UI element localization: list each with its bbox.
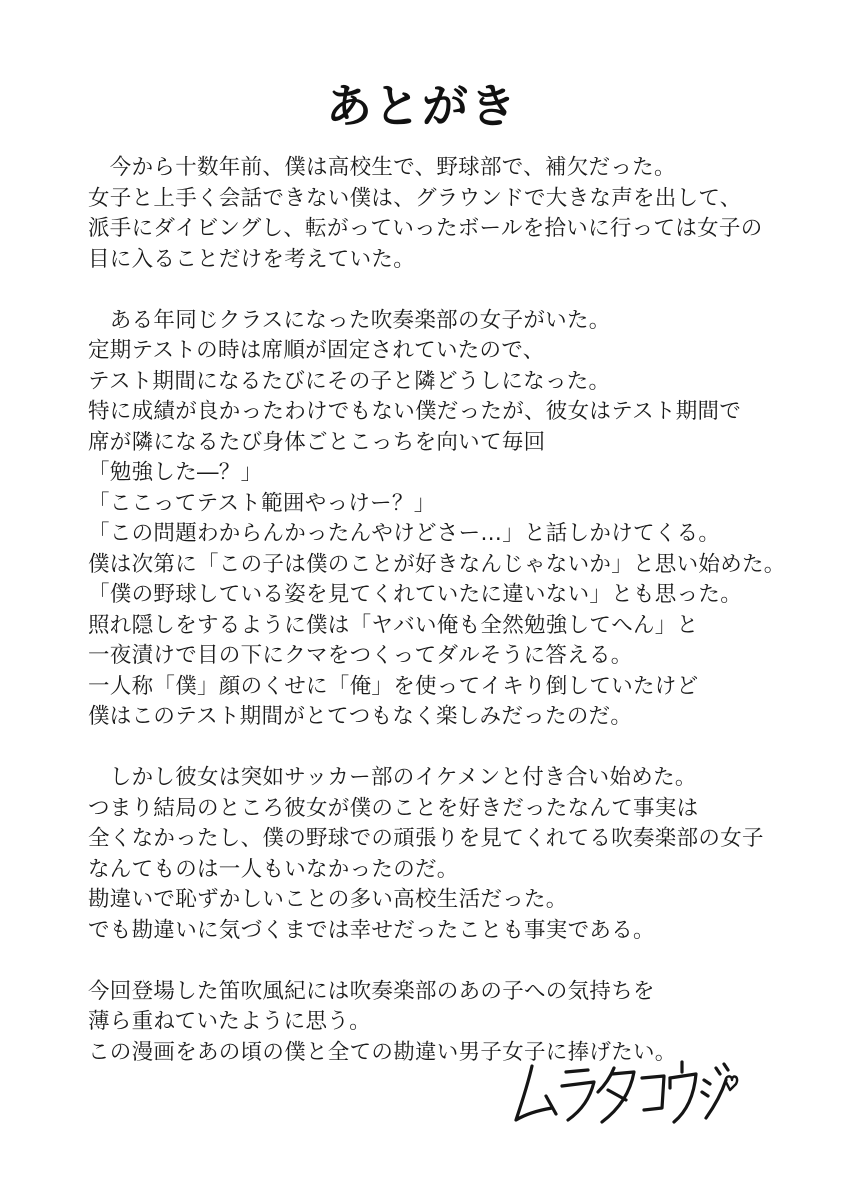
paragraph [88, 763, 788, 946]
text-line: 「ここってテスト範囲やっけー？」 [88, 490, 436, 516]
paragraph [88, 306, 788, 733]
paragraph-gap [88, 946, 788, 977]
text-line: 特に成績が良かったわけでもない僕だったが、彼女はテスト期間で [88, 399, 742, 424]
text-line: つまり結局のところ彼女が僕のことを好きだったなんて事実は [88, 795, 699, 821]
text-line: 「勉強した―？」 [88, 460, 263, 485]
text-line: しかし彼女は突如サッカー部のイケメンと付き合い始めた。 [88, 765, 697, 790]
text-line: 定期テストの時は席順が固定されていたので、 [88, 338, 545, 363]
page-title: あとがき [326, 79, 518, 133]
text-line: 僕は次第に「この子は僕のことが好きなんじゃないか」と思い始めた。 [88, 551, 786, 577]
author-signature [510, 1052, 740, 1132]
paragraph-gap [88, 733, 788, 764]
text-line: なんてものは一人もいなかったのだ。 [88, 856, 459, 882]
text-line: 「この問題わからんかったんやけどさー…」と話しかけてくる。 [88, 521, 721, 546]
text-line: 席が隣になるたび身体ごとこっちを向いて毎回 [88, 429, 546, 455]
text-line: この漫画をあの頃の僕と全ての勘違い男子女子に捧げたい。 [88, 1039, 677, 1065]
afterword-body [88, 153, 788, 1068]
text-line: 女子と上手く会話できない僕は、グラウンドで大きな声を出して、 [88, 185, 742, 211]
text-line: ある年同じクラスになった吹奏楽部の女子がいた。 [88, 307, 611, 333]
text-line: 一夜漬けで目の下にクマをつくってダルそうに答える。 [88, 643, 633, 668]
text-line: 目に入ることだけを考えていた。 [88, 246, 416, 272]
text-line: 今回登場した笛吹風紀には吹奏楽部のあの子への気持ちを [88, 978, 655, 1004]
text-line: 派手にダイビングし、転がっていったボールを拾いに行っては女子の [88, 216, 763, 241]
text-line: 全くなかったし、僕の野球での頑張りを見てくれてる吹奏楽部の女子 [88, 826, 764, 851]
paragraph [88, 153, 788, 275]
paragraph-gap [88, 275, 788, 306]
text-line: 今から十数年前、僕は高校生で、野球部で、補欠だった。 [88, 155, 676, 180]
text-line: 「僕の野球している姿を見てくれていたに違いない」とも思った。 [88, 582, 743, 607]
text-line: テスト期間になるたびにその子と隣どうしになった。 [88, 368, 611, 394]
text-line: 勘違いで恥ずかしいことの多い高校生活だった。 [88, 887, 568, 912]
text-line: 照れ隠しをするように僕は「ヤバい俺も全然勉強してへん」と [88, 612, 699, 638]
text-line: 薄ら重ねていたように思う。 [88, 1009, 371, 1034]
text-line: でも勘違いに気づくまでは幸せだったことも事実である。 [88, 917, 655, 943]
text-line: 僕はこのテスト期間がとてつもなく楽しみだったのだ。 [88, 704, 633, 729]
text-line: 一人称「僕」顔のくせに「俺」を使ってイキり倒していたけど [88, 673, 699, 699]
